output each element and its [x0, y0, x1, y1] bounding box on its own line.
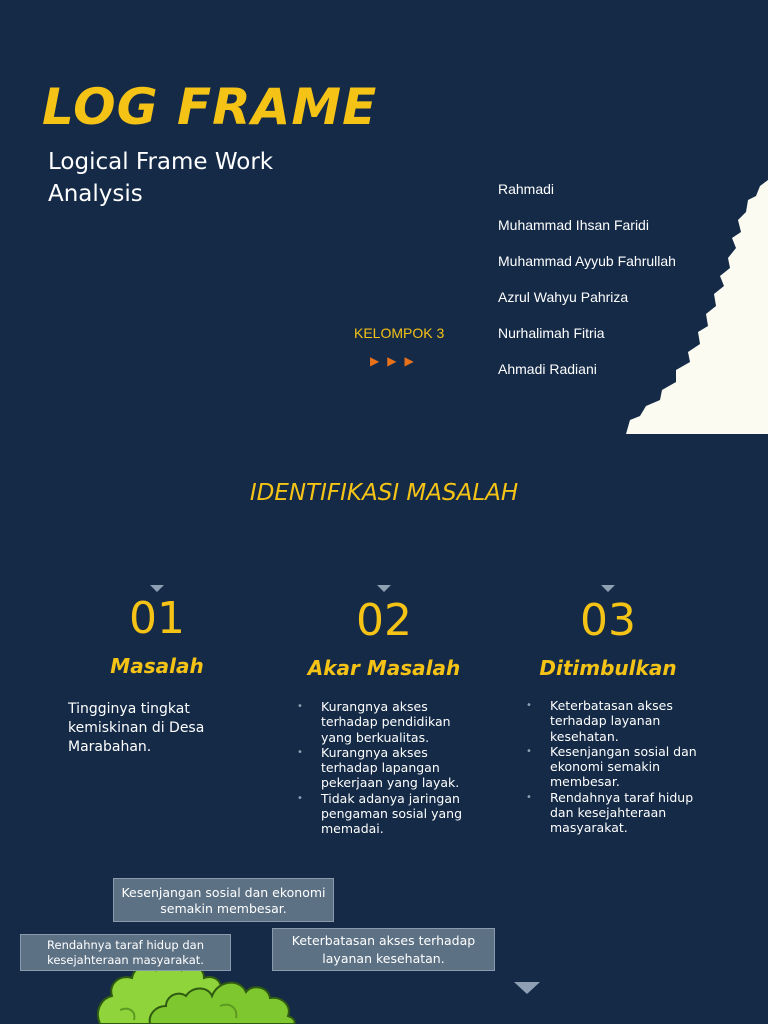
list-item: • Tidak adanya jaringan pengaman sosial yang memadai. [297, 791, 465, 837]
column-number: 02 [356, 595, 412, 646]
member-name: Nurhalimah Fitria [498, 325, 605, 341]
chevron-right-icon: ▶ [404, 354, 414, 368]
triangle-down-icon [377, 585, 391, 592]
list-item: • Kesenjangan sosial dan ekonomi semakin membesar. [526, 744, 706, 790]
root-cause-column [274, 585, 494, 680]
triangle-down-icon [514, 982, 540, 994]
list-item: • Kurangnya akses terhadap pendidikan yang berkualitas. [297, 699, 465, 745]
problem-description: Tingginya tingkat kemiskinan di Desa Marabahan. [68, 701, 205, 755]
effects-list [526, 698, 706, 836]
root-cause-list [297, 699, 465, 837]
column-number: 03 [580, 595, 636, 646]
slide-subtitle: Logical Frame Work Analysis [48, 149, 274, 207]
column-heading: Ditimbulkan [539, 656, 677, 680]
list-item: • Rendahnya taraf hidup dan kesejahteraan masyarakat. [526, 790, 706, 836]
column-heading: Akar Masalah [307, 656, 461, 680]
member-name: Azrul Wahyu Pahriza [498, 289, 629, 305]
member-name: Muhammad Ayyub Fahrullah [498, 253, 676, 269]
group-label: KELOMPOK 3 [354, 325, 445, 341]
list-item: • Keterbatasan akses terhadap layanan kesehatan. [526, 698, 706, 744]
slide-title: LOG FRAME [42, 78, 378, 136]
chevron-right-icon: ▶ [387, 354, 397, 368]
member-name: Muhammad Ihsan Faridi [498, 217, 649, 233]
list-item: • Kurangnya akses terhadap lapangan pekerjaan yang layak. [297, 745, 465, 791]
member-name: Rahmadi [498, 181, 555, 197]
effect-box: Rendahnya taraf hidup dan kesejahteraan masyarakat. [20, 934, 231, 971]
column-number: 01 [129, 593, 185, 644]
chevron-right-icon: ▶ [370, 354, 380, 368]
column-heading: Masalah [110, 654, 204, 678]
effect-box: Keterbatasan akses terhadap layanan kesehatan. [272, 928, 495, 971]
torn-paper-decoration [620, 180, 768, 434]
section-title: IDENTIFIKASI MASALAH [249, 480, 519, 506]
arrow-decoration [370, 350, 422, 369]
effect-box: Kesenjangan sosial dan ekonomi semakin membesar. [113, 878, 334, 922]
triangle-down-icon [601, 585, 615, 592]
effects-column [498, 585, 718, 680]
member-name: Ahmadi Radiani [498, 361, 597, 377]
triangle-down-icon [150, 585, 164, 592]
problem-column [47, 585, 267, 678]
